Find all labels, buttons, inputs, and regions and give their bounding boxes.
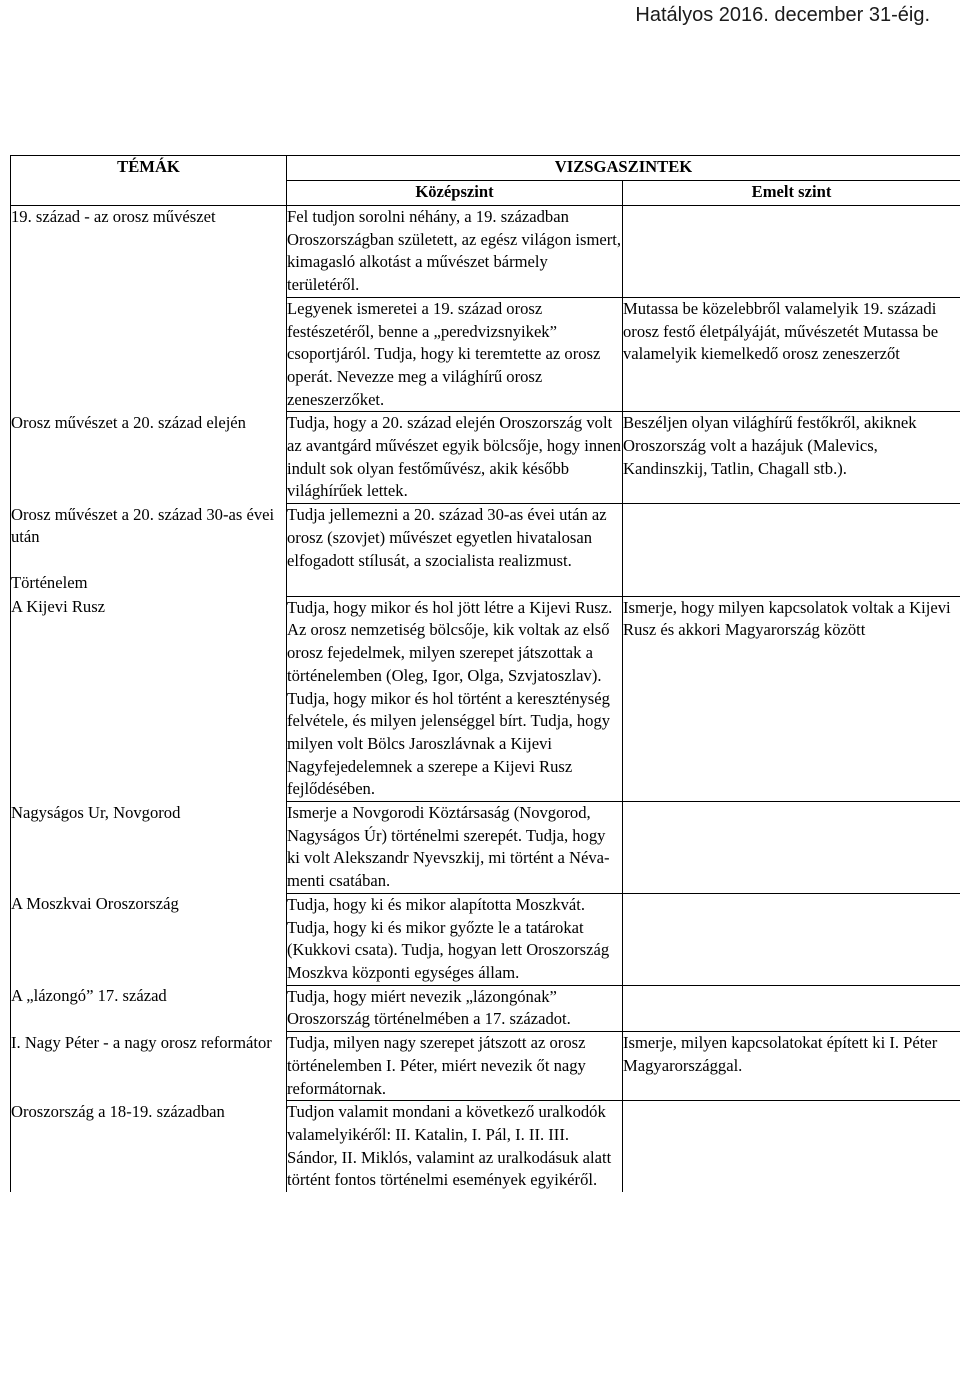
topic-cell: A Kijevi Rusz <box>11 596 287 801</box>
table-row <box>11 596 960 801</box>
table-row <box>11 1101 960 1192</box>
advanced-level-cell: Beszéljen olyan világhírű festőkről, akiknek Oroszország volt a hazájuk (Malevics, Kandinszkij, Tatlin, Chagall stb.). <box>623 412 960 504</box>
topic-cell: A Moszkvai Oroszország <box>11 893 287 985</box>
topic-cell: Nagyságos Ur, Novgorod <box>11 802 287 894</box>
mid-level-cell: Tudja, hogy miért nevezik „lázongónak” Oroszország történelmében a 17. századot. <box>287 985 623 1031</box>
table-header-row-2 <box>11 181 960 206</box>
table-row <box>11 504 960 573</box>
table-row <box>11 893 960 985</box>
mid-level-cell <box>287 572 623 596</box>
mid-level-cell: Tudja, hogy ki és mikor alapította Moszkvát. Tudja, hogy ki és mikor győzte le a tatárokat (Kukkovi csata). Tudja, hogyan lett Oroszország Moszkva központi egységes állam. <box>287 893 623 985</box>
table-row <box>11 802 960 894</box>
topics-header-spacer <box>11 181 287 206</box>
exam-topics-table <box>10 155 960 1192</box>
topic-cell: I. Nagy Péter - a nagy orosz reformátor <box>11 1032 287 1101</box>
mid-level-header: Középszint <box>287 181 623 206</box>
topic-cell: Orosz művészet a 20. század elején <box>11 412 287 504</box>
table-header-row-1 <box>11 156 960 181</box>
table-row <box>11 297 960 412</box>
table-row <box>11 1032 960 1101</box>
section-title-history: Történelem <box>11 572 287 596</box>
advanced-level-cell: Mutassa be közelebbről valamelyik 19. századi orosz festő életpályáját, művészetét Mutassa be valamelyik kiemelkedő orosz zeneszerzőt <box>623 297 960 412</box>
advanced-level-cell <box>623 985 960 1031</box>
mid-level-cell: Tudja, hogy mikor és hol jött létre a Kijevi Rusz. Az orosz nemzetiség bölcsője, kik voltak az első orosz fejedelmek, milyen szerepet játszottak a történelemben (Oleg, Igor, Olga, Szvjatoszlav). Tudja, hogy mikor és hol történt a kereszténység felvétele, és milyen jelenséggel bírt. Tudja, hogy milyen volt Bölcs Jaroszlávnak a Kijevi Nagyfejedelemnek a szerepe a Kijevi Rusz fejlődésében. <box>287 596 623 801</box>
mid-level-cell: Ismerje a Novgorodi Köztársaság (Novgorod, Nagyságos Úr) történelmi szerepét. Tudja, hogy ki volt Alekszandr Nyevszkij, mi történt a Néva-menti csatában. <box>287 802 623 894</box>
topic-cell: Oroszország a 18-19. században <box>11 1101 287 1192</box>
table-row <box>11 206 960 298</box>
validity-notice: Hatályos 2016. december 31-éig. <box>635 4 930 26</box>
advanced-level-cell <box>623 802 960 894</box>
advanced-level-cell <box>623 504 960 573</box>
mid-level-cell: Tudja, milyen nagy szerepet játszott az orosz történelemben I. Péter, miért nevezik őt nagy reformátornak. <box>287 1032 623 1101</box>
advanced-level-cell: Ismerje, hogy milyen kapcsolatok voltak a Kijevi Rusz és akkori Magyarország között <box>623 596 960 801</box>
advanced-level-header: Emelt szint <box>623 181 960 206</box>
table-row <box>11 985 960 1031</box>
topic-cell: Orosz művészet a 20. század 30-as évei után <box>11 504 287 573</box>
topic-cell <box>11 297 287 412</box>
table-row <box>11 412 960 504</box>
advanced-level-cell <box>623 206 960 298</box>
topic-cell: 19. század - az orosz művészet <box>11 206 287 298</box>
advanced-level-cell: Ismerje, milyen kapcsolatokat épített ki I. Péter Magyarországgal. <box>623 1032 960 1101</box>
advanced-level-cell <box>623 893 960 985</box>
mid-level-cell: Tudja jellemezni a 20. század 30-as évei után az orosz (szovjet) művészet egyetlen hivatalosan elfogadott stílusát, a szocialista realizmust. <box>287 504 623 573</box>
topic-cell: A „lázongó” 17. század <box>11 985 287 1031</box>
mid-level-cell: Tudjon valamit mondani a következő uralkodók valamelyikéről: II. Katalin, I. Pál, I. II. III. Sándor, II. Miklós, valamint az uralkodásuk alatt történt fontos történelmi események egyikéről. <box>287 1101 623 1192</box>
exam-levels-header: VIZSGASZINTEK <box>287 156 960 181</box>
advanced-level-cell <box>623 572 960 596</box>
mid-level-cell: Fel tudjon sorolni néhány, a 19. században Oroszországban született, az egész világon ismert, kimagasló alkotást a művészet bármely területéről. <box>287 206 623 298</box>
topics-header: TÉMÁK <box>11 156 287 181</box>
mid-level-cell: Legyenek ismeretei a 19. század orosz festészetéről, benne a „peredvizsnyikek” csoportjáról. Tudja, hogy ki teremtette az orosz operát. Nevezze meg a világhírű orosz zeneszerzőket. <box>287 297 623 412</box>
mid-level-cell: Tudja, hogy a 20. század elején Oroszország volt az avantgárd művészet egyik bölcsője, hogy innen indult sok olyan festőművész, akik később világhírűek lettek. <box>287 412 623 504</box>
advanced-level-cell <box>623 1101 960 1192</box>
table-row <box>11 572 960 596</box>
